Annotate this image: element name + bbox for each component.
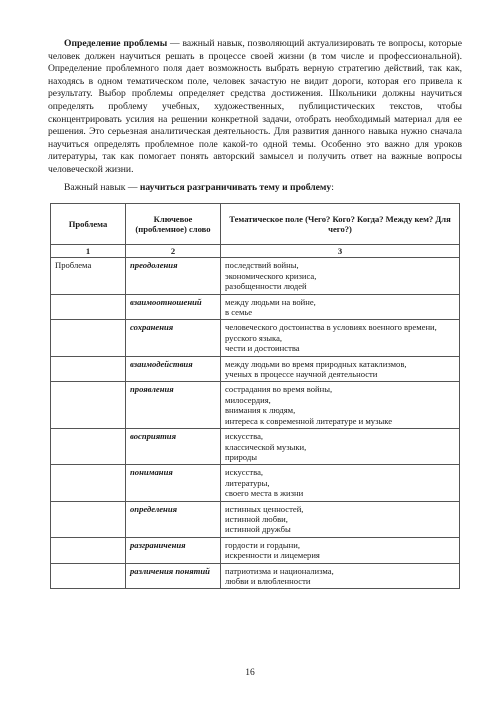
thematic-field-line: русского языка, [225, 332, 283, 343]
lead-text: Важный навык — [64, 182, 140, 193]
table-row [51, 356, 460, 382]
thematic-field-cell [221, 429, 460, 465]
thematic-field-cell [221, 258, 460, 294]
header-problem: Проблема [51, 204, 126, 245]
thematic-field-line: патриотизма и национализма, [225, 565, 334, 576]
intro-term: Определение проблемы [64, 38, 168, 49]
lead-emphasis: научиться разграничивать тему и проблему [139, 182, 332, 193]
intro-paragraph [48, 38, 462, 177]
keyword-cell: разграничения [126, 537, 221, 563]
thematic-field-line: гордости и гордыни, [225, 539, 301, 550]
table-row [51, 294, 460, 320]
keyword-cell: сохранения [126, 320, 221, 356]
thematic-field-line: литературы, [225, 477, 270, 488]
keyword-cell: взаимоотношений [126, 294, 221, 320]
keyword-cell: проявления [126, 382, 221, 429]
thematic-field-line: искусства, [225, 431, 264, 442]
problem-cell [51, 382, 126, 429]
thematic-field-cell [221, 465, 460, 501]
lead-sentence [48, 182, 462, 194]
thematic-field-line: своего места в жизни [225, 488, 304, 499]
problem-cell [51, 465, 126, 501]
thematic-field-line: чести и достоинства [225, 343, 300, 354]
table-row [51, 429, 460, 465]
table-row [51, 382, 460, 429]
thematic-field-line: человеческого достоинства в условиях военного времени, [225, 322, 437, 333]
page-number: 16 [245, 668, 255, 678]
thematic-field-line: истинной дружбы [225, 524, 291, 535]
thematic-field-line: между людьми на войне, [225, 296, 316, 307]
table-header-row [51, 204, 460, 245]
thematic-field-line: искренности и лицемерия [225, 550, 320, 561]
thematic-field-line: природы [225, 451, 257, 462]
thematic-field-line: искусства, [225, 467, 264, 478]
table-row [51, 258, 460, 294]
column-number: 3 [221, 245, 460, 258]
problem-cell [51, 356, 126, 382]
problem-theme-table [50, 203, 460, 589]
thematic-field-cell [221, 537, 460, 563]
thematic-field-cell [221, 320, 460, 356]
thematic-field-line: последствий войны, [225, 260, 299, 271]
thematic-field-line: любви и влюбленности [225, 575, 311, 586]
table-row [51, 501, 460, 537]
thematic-field-cell [221, 382, 460, 429]
thematic-field-line: истинных ценностей, [225, 503, 304, 514]
thematic-field-line: внимания к людям, [225, 405, 296, 416]
keyword-cell: взаимодействия [126, 356, 221, 382]
thematic-field-line: сострадания во время войны, [225, 384, 333, 395]
thematic-field-line: истинной любви, [225, 513, 288, 524]
keyword-cell: определения [126, 501, 221, 537]
thematic-field-line: в семье [225, 307, 253, 318]
thematic-field-cell [221, 563, 460, 589]
thematic-field-cell [221, 356, 460, 382]
problem-cell [51, 429, 126, 465]
thematic-field-cell [221, 501, 460, 537]
column-number-row [51, 245, 460, 258]
thematic-field-line: между людьми во время природных катаклизмов, [225, 358, 407, 369]
keyword-cell: преодоления [126, 258, 221, 294]
keyword-cell: восприятия [126, 429, 221, 465]
thematic-field-line: ученых в процессе научной деятельности [225, 369, 378, 380]
thematic-field-cell [221, 294, 460, 320]
problem-cell [51, 563, 126, 589]
table-row [51, 320, 460, 356]
column-number: 2 [126, 245, 221, 258]
header-keyword: Ключевое (проблемное) слово [126, 204, 221, 245]
thematic-field-line: разобщенности людей [225, 281, 307, 292]
problem-cell [51, 294, 126, 320]
thematic-field-line: классической музыки, [225, 441, 307, 452]
table-row [51, 465, 460, 501]
problem-cell [51, 501, 126, 537]
header-thematic-field: Тематическое поле (Чего? Кого? Когда? Между кем? Для чего?) [221, 204, 460, 245]
thematic-field-line: милосердия, [225, 394, 271, 405]
keyword-cell: различения понятий [126, 563, 221, 589]
problem-cell [51, 320, 126, 356]
problem-cell: Проблема [51, 258, 126, 294]
keyword-cell: понимания [126, 465, 221, 501]
lead-end: : [331, 182, 334, 193]
thematic-field-line: экономического кризиса, [225, 270, 317, 281]
table-row [51, 563, 460, 589]
problem-cell [51, 537, 126, 563]
thematic-field-line: интереса к современной литературе и музыке [225, 415, 393, 426]
column-number: 1 [51, 245, 126, 258]
intro-text: — важный навык, позволяющий актуализировать те вопросы, которые человек должен научиться решать в процессе своей жизни (в том числе и профессиональной). Определение проблемного поля дает возможность выбрать верную стратегию действий, так как, находясь в одном тематическом поле, человек зачастую не видит дороги, которая его привела к результату. Выбор проблемы определяет средства достижения. Школьники должны научиться определять проблему учебных, художественных, публицистических текстов, чтобы сконцентрировать усилия на решении конкретной задачи, отобрать необходимый материал для ее решения. Это серьезная аналитическая деятельность. Для развития данного навыка нужно сначала научиться определять проблемное поле какой-то одной темы. Особенно это важно для уроков литературы, так как помогает понять авторский замысел и получить ответ на важные вопросы человеческой жизни. [48, 38, 462, 175]
table-row [51, 537, 460, 563]
